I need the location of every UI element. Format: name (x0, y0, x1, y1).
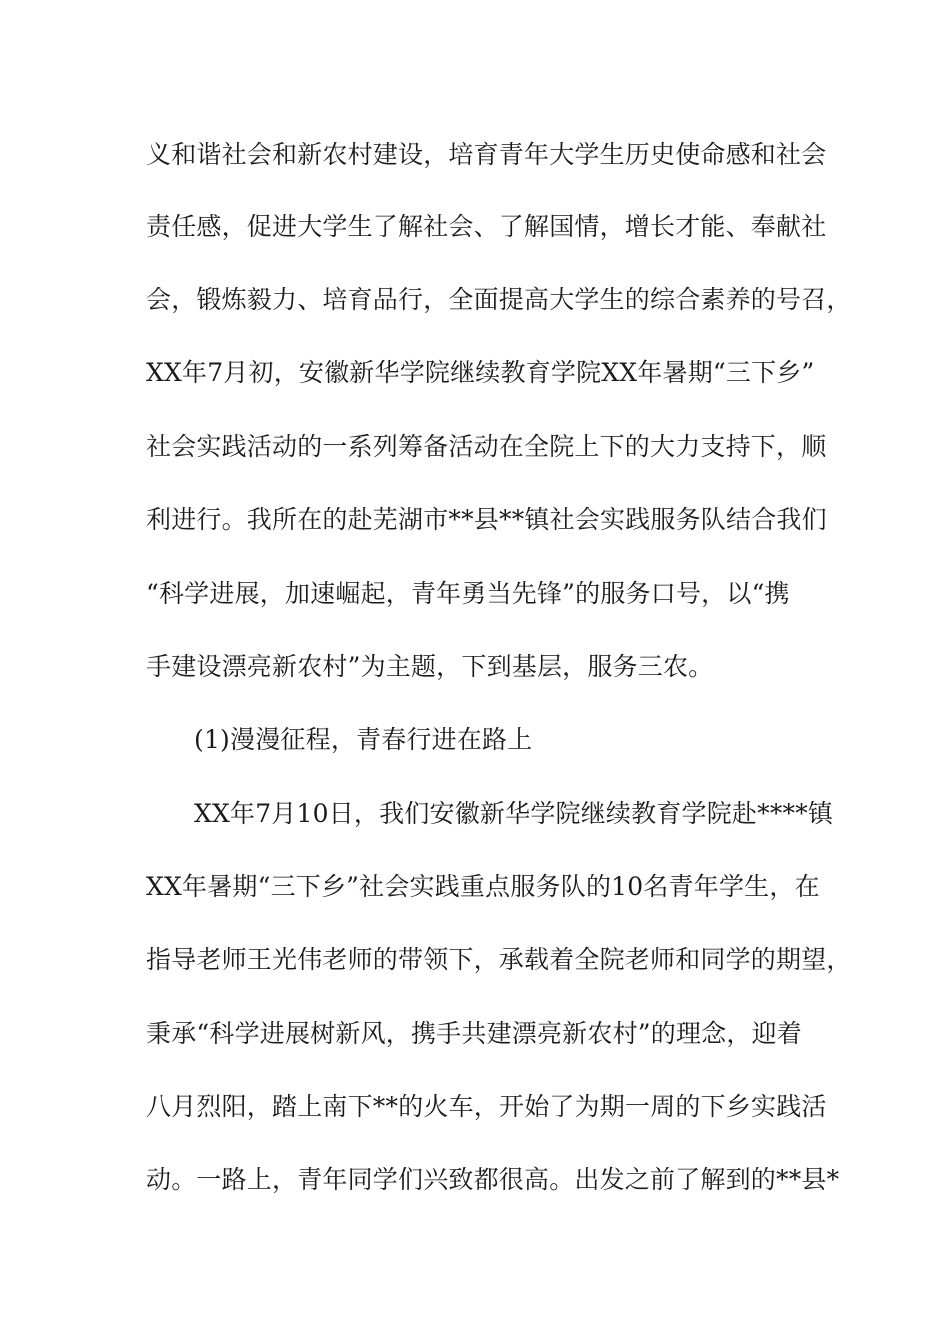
text-line: 八月烈阳，踏上南下**的火车，开始了为期一周的下乡实践活 (146, 1092, 827, 1121)
text-line: 手建设漂亮新农村”为主题，下到基层，服务三农。 (146, 652, 714, 681)
text-line: XX年暑期“三下乡”社会实践重点服务队的10名青年学生，在 (146, 872, 820, 901)
text-line: “科学进展，加速崛起，青年勇当先锋”的服务口号，以“携 (146, 579, 790, 608)
text-line: 利进行。我所在的赴芜湖市**县**镇社会实践服务队结合我们 (146, 505, 827, 534)
text-line: 责任感，促进大学生了解社会、了解国情，增长才能、奉献社 (146, 212, 827, 241)
section-heading: (1)漫漫征程，青春行进在路上 (194, 725, 533, 754)
text-line: 动。一路上，青年同学们兴致都很高。出发之前了解到的**县* (146, 1165, 840, 1194)
text-line: 社会实践活动的一系列筹备活动在全院上下的大力支持下，顺 (146, 432, 827, 461)
text-line: XX年7月初，安徽新华学院继续教育学院XX年暑期“三下乡” (146, 358, 815, 387)
text-line: 秉承“科学进展树新风，携手共建漂亮新农村”的理念，迎着 (146, 1019, 802, 1048)
text-line: 会，锻炼毅力、培育品行，全面提高大学生的综合素养的号召， (146, 285, 852, 314)
text-line: 义和谐社会和新农村建设，培育青年大学生历史使命感和社会 (146, 140, 827, 169)
text-line: XX年7月10日，我们安徽新华学院继续教育学院赴****镇 (194, 799, 834, 828)
text-line: 指导老师王光伟老师的带领下，承载着全院老师和同学的期望， (146, 945, 852, 974)
